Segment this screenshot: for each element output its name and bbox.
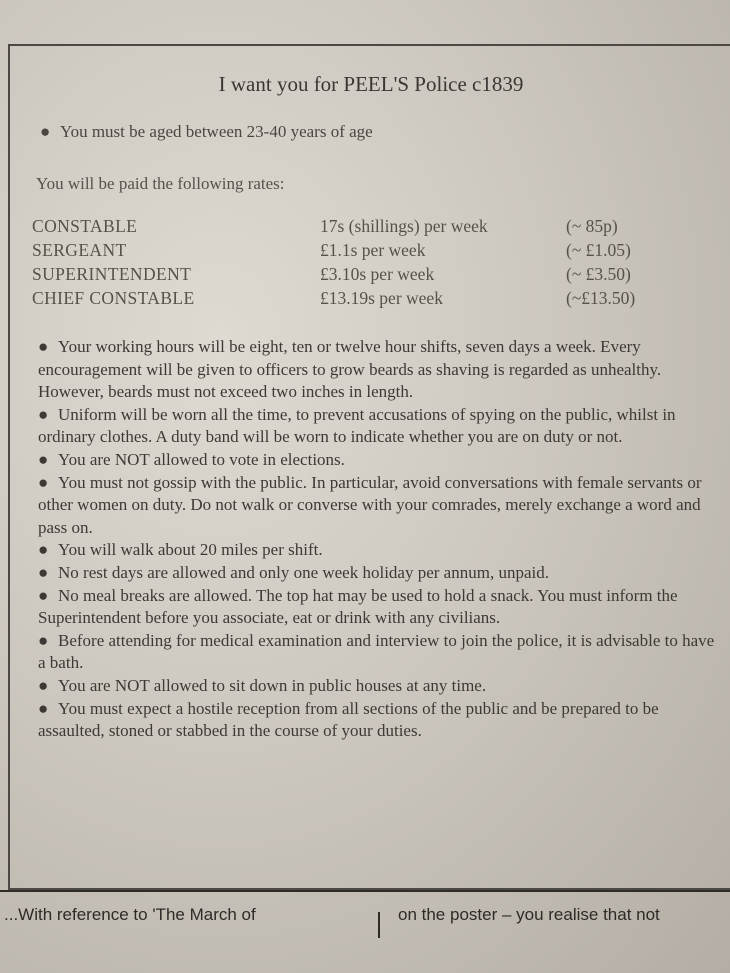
rule-text: Uniform will be worn all the time, to prevent accusations of spying on the public, whilst in ordinary clothes. A duty band will be worn to indicate whether you are on duty or not. [38,404,676,447]
rule-item [38,472,718,540]
column-divider [378,912,380,938]
bullet-icon: ● [38,630,49,650]
poster-title: I want you for PEEL'S Police c1839 [218,72,524,96]
footer-right-text: on the poster – you realise that not [398,905,660,924]
rule-item [38,675,718,698]
poster-frame [8,44,730,890]
age-text: You must be aged between 23-40 years of age [60,122,373,141]
pay: £13.19s per week [320,288,443,308]
rule-text: You are NOT allowed to vote in elections. [58,449,345,469]
rate-row [32,264,712,288]
rule-item [38,539,718,562]
rate-row [32,240,712,264]
age-requirement [40,122,373,142]
rule-item [38,630,718,675]
bullet-icon: ● [38,472,49,492]
modern-equivalent: (~ £1.05) [566,240,631,260]
rule-item [38,449,718,472]
rule-item [38,698,718,743]
modern-equivalent: (~ 85p) [566,216,618,236]
rule-text: No rest days are allowed and only one week holiday per annum, unpaid. [58,562,549,582]
modern-equivalent: (~£13.50) [566,288,636,308]
bullet-icon: ● [38,449,49,469]
pay: £3.10s per week [320,264,435,284]
rank: CONSTABLE [32,216,138,236]
rate-row [32,216,712,240]
rank: SUPERINTENDENT [32,264,192,284]
footer-left-text: ...With reference to 'The March of [4,905,256,924]
modern-equivalent: (~ £3.50) [566,264,631,284]
rank: SERGEANT [32,240,127,260]
bullet-icon: ● [38,562,49,582]
rule-item [38,404,718,449]
rule-text: Your working hours will be eight, ten or twelve hour shifts, seven days a week. Every encouragement will be given to officers to grow beards as shaving is regarded as unhealthy. However, beards must not exceed two inches in length. [38,337,662,402]
pay: 17s (shillings) per week [320,216,488,236]
bullet-icon: ● [38,585,49,605]
rule-text: You will walk about 20 miles per shift. [58,540,323,560]
rule-text: No meal breaks are allowed. The top hat may be used to hold a snack. You must inform the Superintendent before you associate, eat or drink with any civilians. [38,585,678,628]
bullet-icon: ● [40,122,51,141]
rule-text: You must expect a hostile reception from all sections of the public and be prepared to be assaulted, stoned or stabbed in the course of your duties. [38,698,659,741]
page-divider [0,890,730,892]
rule-text: You must not gossip with the public. In particular, avoid conversations with female servants or other women on duty. Do not walk or converse with your comrades, merely exchange a word and pass on. [38,472,702,537]
rank: CHIEF CONSTABLE [32,288,195,308]
rates-table [32,216,712,312]
bullet-icon: ● [38,540,49,560]
bullet-icon: ● [38,675,49,695]
rule-item [38,336,718,404]
bullet-icon: ● [38,698,49,718]
rule-item [38,562,718,585]
rule-text: Before attending for medical examination and interview to join the police, it is advisable to have a bath. [38,630,715,673]
rule-item [38,585,718,630]
bullet-icon: ● [38,337,49,356]
rates-intro: You will be paid the following rates: [36,174,285,193]
rule-text: You are NOT allowed to sit down in public houses at any time. [58,675,487,695]
rules-list [38,336,718,743]
rate-row [32,288,712,312]
pay: £1.1s per week [320,240,426,260]
bullet-icon: ● [38,404,49,424]
